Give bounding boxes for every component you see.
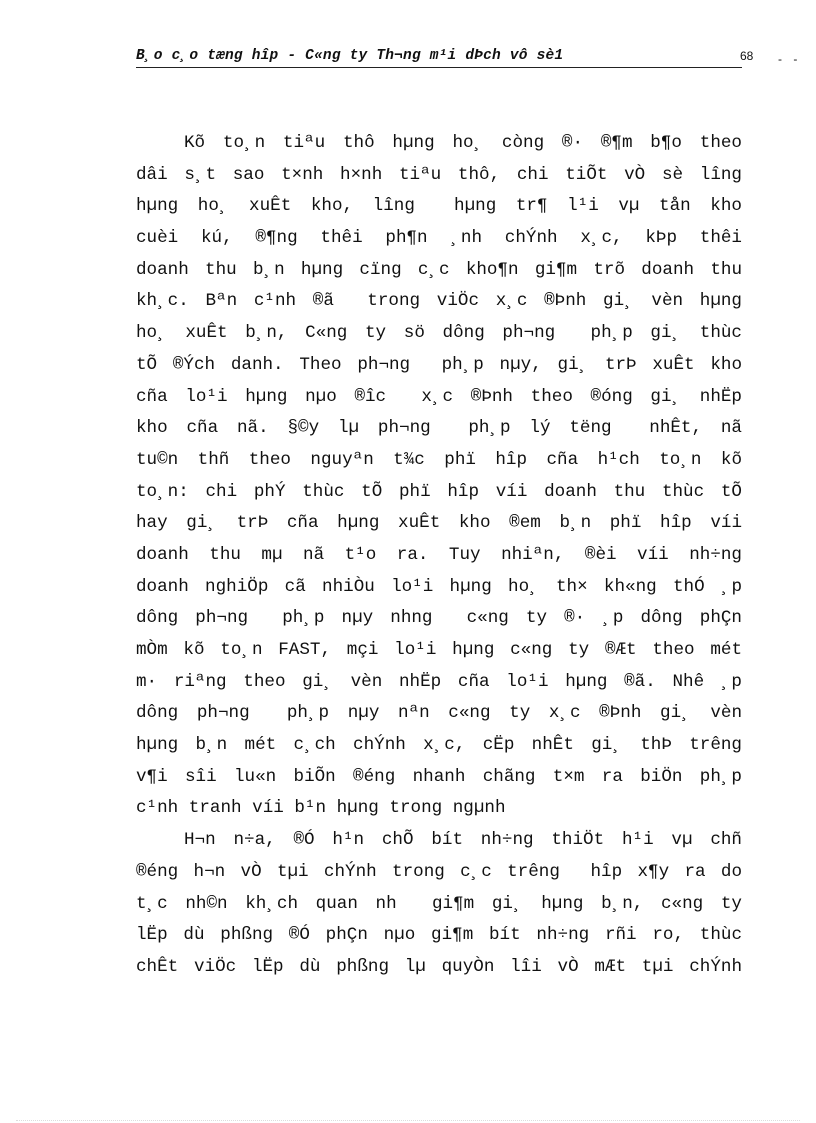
page-number: 68 [740,49,754,63]
text-line: ®éng h¬n vÒ tµi chÝnh trong c¸c trêng hîp x¶y ra do [136,861,742,882]
text-line: dông ph¬ng ph¸p nµy nhng c«ng ty ®· ¸p dông phÇn [136,608,742,629]
text-line: tÕ ®Ých danh. Theo ph¬ng ph¸p nµy, gi¸ trÞ xuÊt kho [136,354,742,375]
text-line: dông ph¬ng ph¸p nµy nªn c«ng ty x¸c ®Þnh gi¸ vèn [136,703,742,724]
text-line: dâi s¸t sao t×nh h×nh tiªu thô, chi tiÕt vÒ sè lîng [136,164,742,185]
text-line: kh¸c. Bªn c¹nh ®ã trong viÖc x¸c ®Þnh gi¸ vèn hµng [136,291,742,312]
text-line: to¸n: chi phÝ thùc tÕ phï hîp víi doanh thu thùc tÕ [136,481,742,502]
text-line: kho cña nã. §©y lµ ph¬ng ph¸p lý tëng nhÊt, nã [136,418,742,439]
page-marks: - - [778,52,802,66]
footer-divider [16,1120,800,1121]
text-line: hµng ho¸ xuÊt kho, lîng hµng tr¶ l¹i vµ tån kho [136,196,742,217]
text-line: cuèi kú, ®¶ng thêi ph¶n ¸nh chÝnh x¸c, kÞp thêi [136,228,742,249]
header-rule [136,67,742,68]
text-line: mÒm kõ to¸n FAST, mçi lo¹i hµng c«ng ty ®Æt theo mét [136,640,742,660]
text-line: tu©n thñ theo nguyªn t¾c phï hîp cña h¹ch to¸n kõ [136,449,742,470]
text-line: hay gi¸ trÞ cña hµng xuÊt kho ®em b¸n phï hîp víi [136,513,742,534]
text-line: chÊt viÖc lËp dù phßng lµ quyÒn lîi vÒ mÆt tµi chÝnh [136,956,742,977]
text-line: m· riªng theo gi¸ vèn nhËp cña lo¹i hµng ®ã. Nhê ¸p [136,671,742,692]
text-line: cña lo¹i hµng nµo ®îc x¸c ®Þnh theo ®óng gi¸ nhËp [136,386,742,407]
text-line: H¬n n÷a, ®Ó h¹n chÕ bít nh÷ng thiÖt h¹i vµ chñ [184,830,742,851]
text-line: doanh thu mµ nã t¹o ra. Tuy nhiªn, ®èi víi nh÷ng [136,544,742,565]
page-header [136,48,742,68]
paragraph [136,128,742,825]
header-title: B¸o c¸o tæng hîp - C«ng ty Th¬ng m¹i dÞch vô sè1 [136,48,564,64]
text-line: v¶i sîi lu«n biÕn ®éng nhanh chãng t×m ra biÖn ph¸p [136,766,742,787]
text-line: Kõ to¸n tiªu thô hµng ho¸ còng ®· ®¶m b¶o theo [184,133,742,153]
text-line: doanh nghiÖp cã nhiÒu lo¹i hµng ho¸ th× kh«ng thÓ ¸p [136,576,742,597]
text-line: c¹nh tranh víi b¹n hµng trong ngµnh [136,798,506,819]
body-text [136,128,742,984]
paragraph [136,825,742,983]
text-line: lËp dù phßng ®Ó phÇn nµo gi¶m bít nh÷ng rñi ro, thùc [136,925,742,946]
text-line: hµng b¸n mét c¸ch chÝnh x¸c, cËp nhÊt gi¸ thÞ trêng [136,735,742,756]
text-line: ho¸ xuÊt b¸n, C«ng ty sö dông ph¬ng ph¸p gi¸ thùc [136,323,742,344]
text-line: t¸c nh©n kh¸ch quan nh gi¶m gi¸ hµng b¸n, c«ng ty [136,893,742,914]
text-line: doanh thu b¸n hµng cïng c¸c kho¶n gi¶m trõ doanh thu [136,259,742,280]
